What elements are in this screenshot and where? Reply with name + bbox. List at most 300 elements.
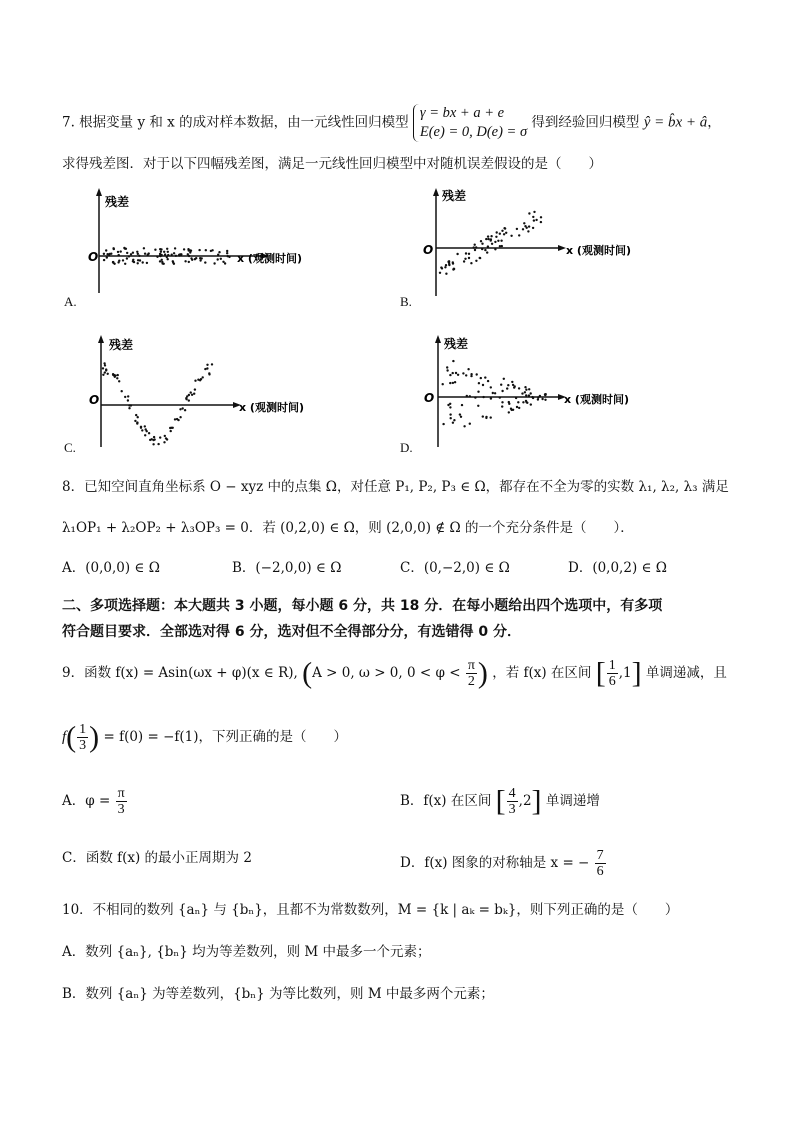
plot-d-point [470, 375, 472, 377]
plot-c-point [191, 394, 193, 396]
plot-c-point [157, 443, 159, 445]
plot-d-point [525, 394, 527, 396]
q8-option-a: A．(0,0,0) ∈ Ω [62, 560, 160, 576]
q9-interval-frac [607, 658, 618, 689]
plot-d-point [478, 382, 480, 384]
plot-a-point [167, 251, 169, 253]
plot-b-point [490, 235, 492, 237]
q9-pi: π [467, 658, 475, 673]
plot-b-point [453, 268, 455, 270]
plot-a-xlabel: x (观测时间) [237, 252, 302, 265]
plot-a-point [195, 257, 197, 259]
plot-d-point [524, 391, 526, 393]
plot-a-point [132, 259, 134, 261]
plot-a-point [136, 251, 138, 253]
plot-b-point [486, 251, 488, 253]
plot-c-ylabel: 残差 [109, 338, 134, 352]
plot-c-point [117, 374, 119, 376]
plot-d-point [485, 417, 487, 419]
plot-a-point [113, 248, 115, 250]
plot-d-point [460, 416, 462, 418]
q7-eq1: γ = bx + a + e [419, 105, 505, 121]
plot-b-point [522, 228, 524, 230]
plot-c-point [128, 407, 130, 409]
plot-a-point [198, 249, 200, 251]
plot-b-point [540, 221, 542, 223]
plot-a-point [218, 251, 220, 253]
plot-a-point [163, 251, 165, 253]
q9-l2-rest: = f(0) = −f(1)，下列正确的是（ ） [103, 729, 348, 745]
plot-c-point [159, 436, 161, 438]
plot-b-point [448, 264, 450, 266]
plot-c-point [193, 393, 195, 395]
residual-plot-d [420, 335, 650, 450]
plot-c-point [179, 408, 181, 410]
plot-c-point [127, 399, 129, 401]
plot-d-point [462, 372, 464, 374]
plot-a-point [187, 253, 189, 255]
q9-two: 2 [467, 674, 475, 689]
plot-b-point [494, 248, 496, 250]
q7-eq2: E(e) = 0, D(e) = σ [419, 124, 528, 140]
plot-a-point [137, 253, 139, 255]
q9-option-c: C．函数 f(x) 的最小正周期为 2 [62, 850, 252, 866]
plot-b-point [485, 238, 487, 240]
plot-b-point [510, 235, 512, 237]
plot-a-point [118, 254, 120, 256]
plot-d-point [490, 416, 492, 418]
plot-a-point [109, 253, 111, 255]
plot-d-point [449, 374, 451, 376]
plot-b-ylabel: 残差 [442, 189, 467, 203]
plot-a-point [222, 261, 224, 263]
plot-d-point [501, 401, 503, 403]
plot-c-point [194, 388, 196, 390]
plot-b-point [470, 262, 472, 264]
plot-a-point [180, 253, 182, 255]
plot-b-point [527, 230, 529, 232]
plot-a-point [120, 250, 122, 252]
plot-c-point [107, 373, 109, 375]
plot-d-point [528, 394, 530, 396]
q8-line1: 8．已知空间直角坐标系 O − xyz 中的点集 Ω，对任意 P₁, P₂, P₃ ∈ Ω，都存在不全为零的实数 λ₁, λ₂, λ₃ 满足 [62, 479, 729, 495]
plot-a-point [220, 258, 222, 260]
plot-c-point [194, 380, 196, 382]
plot-a-point [156, 256, 158, 258]
plot-d-point [506, 387, 508, 389]
plot-d-label: D. [400, 440, 413, 455]
plot-b-point [503, 227, 505, 229]
plot-d-point [528, 388, 530, 390]
plot-d-point [544, 399, 546, 401]
plot-c-point [105, 369, 107, 371]
q9-l2-num: 1 [79, 722, 87, 737]
plot-c-xlabel: x (观测时间) [239, 401, 304, 414]
plot-a-point [143, 247, 145, 249]
plot-a-point [161, 259, 163, 261]
plot-a-point [137, 259, 139, 261]
plot-a-point [217, 258, 219, 260]
plot-c-point [177, 419, 179, 421]
plot-b-point [484, 249, 486, 251]
plot-a-point [167, 258, 169, 260]
q9-opt-a-num: π [117, 786, 125, 801]
plot-b-point [503, 233, 505, 235]
plot-d-ylabel: 残差 [444, 337, 469, 351]
plot-a-point [205, 249, 207, 251]
plot-b-point [487, 238, 489, 240]
plot-b-xlabel: x (观测时间) [566, 244, 631, 257]
plot-c-point [164, 435, 166, 437]
plot-d-point [452, 422, 454, 424]
plot-d-point [530, 403, 532, 405]
plot-b-point [535, 219, 537, 221]
plot-c-point [130, 404, 132, 406]
q10-option-a: A．数列 {aₙ}, {bₙ} 均为等差数列，则 M 中最多一个元素； [62, 944, 431, 960]
plot-b-point [463, 260, 465, 262]
q7-tail: ， [707, 114, 721, 131]
plot-d-point [457, 374, 459, 376]
plot-d-point [449, 413, 451, 415]
plot-d-point [522, 401, 524, 403]
plot-a-point [132, 252, 134, 254]
plot-a-point [171, 254, 173, 256]
plot-d-point [467, 368, 469, 370]
plot-a-point [112, 261, 114, 263]
q10-option-b: B．数列 {aₙ} 为等差数列，{bₙ} 为等比数列，则 M 中最多两个元素； [62, 986, 494, 1002]
plot-b-origin: O [423, 243, 434, 257]
plot-d-point [453, 419, 455, 421]
plot-a-point [166, 248, 168, 250]
plot-b-point [532, 216, 534, 218]
plot-c-point [104, 364, 106, 366]
plot-b-point [540, 216, 542, 218]
q9-opt-d-pre: D．f(x) 图象的对称轴是 x = − [400, 855, 590, 871]
plot-d-point [521, 392, 523, 394]
plot-b-point [474, 244, 476, 246]
plot-c-point [144, 434, 146, 436]
q9-i1-num: 1 [608, 658, 616, 673]
plot-d-point [494, 392, 496, 394]
plot-b-point [475, 246, 477, 248]
plot-a-point [117, 251, 119, 253]
plot-b-point [528, 212, 530, 214]
plot-d-point [531, 396, 533, 398]
plot-d-point [487, 380, 489, 382]
q9-tail: 单调递减，且 [645, 665, 727, 681]
plot-c-point [135, 414, 137, 416]
plot-a-point [174, 247, 176, 249]
residual-plot-c [85, 335, 315, 450]
q7-model-system [413, 104, 527, 142]
plot-a-point [160, 251, 162, 253]
plot-a-point [226, 252, 228, 254]
plot-b-point [528, 225, 530, 227]
q9-opt-a-frac [116, 786, 127, 817]
q7-mid: 得到经验回归模型 [531, 114, 640, 131]
plot-a-point [210, 250, 212, 252]
plot-a-point [106, 253, 108, 255]
q9-l2-den: 3 [79, 738, 87, 753]
plot-d-point [492, 392, 494, 394]
q8-line2: λ₁OP₁ + λ₂OP₂ + λ₃OP₃ = 0．若 (0,2,0) ∈ Ω，则 (2,0,0) ∉ Ω 的一个充分条件是（ ）． [62, 520, 634, 536]
plot-b-point [445, 264, 447, 266]
plot-d-point [446, 369, 448, 371]
plot-d-point [447, 404, 449, 406]
plot-a-point [163, 263, 165, 265]
plot-d-point [490, 397, 492, 399]
plot-a-point [117, 261, 119, 263]
plot-a-point [164, 253, 166, 255]
plot-a-point [227, 255, 229, 257]
q8-option-d: D．(0,0,2) ∈ Ω [568, 560, 667, 576]
plot-c-point [104, 371, 106, 373]
plot-d-point [517, 401, 519, 403]
plot-d-point [461, 404, 463, 406]
plot-b-point [468, 257, 470, 259]
plot-d-points [442, 360, 547, 428]
plot-c-point [121, 390, 123, 392]
plot-b-point [494, 241, 496, 243]
plot-d-point [459, 413, 461, 415]
plot-b-point [533, 219, 535, 221]
plot-d-point [466, 395, 468, 397]
q7-empirical-model: ŷ = b̂x + â [643, 114, 708, 131]
plot-a-point [191, 259, 193, 261]
q9-pi-over-2 [466, 658, 477, 689]
q9-opt-d-den: 6 [596, 864, 604, 879]
plot-b-point [487, 235, 489, 237]
q9-opt-b-pre: B．f(x) 在区间 [400, 793, 492, 809]
plot-b-point [480, 240, 482, 242]
plot-c-point [152, 443, 154, 445]
plot-c-point [127, 395, 129, 397]
plot-b-point [456, 253, 458, 255]
q9-opt-b-frac [507, 786, 518, 817]
plot-c-point [149, 439, 151, 441]
plot-a-point [188, 249, 190, 251]
plot-a-ylabel: 残差 [105, 195, 130, 209]
plot-b-point [475, 260, 477, 262]
plot-b-point [501, 230, 503, 232]
plot-d-point [469, 423, 471, 425]
plot-c-point [172, 427, 174, 429]
plot-b-point [496, 231, 498, 233]
plot-a-point [213, 262, 215, 264]
plot-a-point [159, 253, 161, 255]
plot-a-point [166, 256, 168, 258]
plot-d-point [500, 384, 502, 386]
plot-a-point [173, 252, 175, 254]
plot-d-point [525, 389, 527, 391]
q9-i1-den: 6 [608, 674, 616, 689]
plot-c-point [206, 367, 208, 369]
plot-d-point [480, 377, 482, 379]
plot-a-point [126, 252, 128, 254]
plot-b-point [444, 266, 446, 268]
plot-a-point [146, 262, 148, 264]
plot-c-point [137, 416, 139, 418]
plot-c-origin: O [89, 393, 100, 407]
plot-a-point [123, 247, 125, 249]
plot-a-point [154, 249, 156, 251]
plot-c-point [179, 416, 181, 418]
q9-opt-d-frac [595, 848, 606, 879]
plot-b-point [518, 234, 520, 236]
q7-lead: 7. 根据变量 y 和 x 的成对样本数据，由一元线性回归模型 [62, 114, 409, 131]
plot-d-point [452, 382, 454, 384]
plot-d-point [455, 372, 457, 374]
plot-d-point [499, 396, 501, 398]
plot-c-point [103, 362, 105, 364]
plot-d-point [539, 395, 541, 397]
plot-c-point [118, 380, 120, 382]
plot-d-point [446, 366, 448, 368]
plot-c-point [185, 398, 187, 400]
q9-interval-right: ,1 [618, 665, 632, 681]
plot-c-point [134, 420, 136, 422]
plot-a-point [137, 262, 139, 264]
plot-d-point [518, 407, 520, 409]
plot-c-point [141, 429, 143, 431]
plot-a-origin: O [88, 250, 99, 264]
q9-opt-b-num: 4 [508, 786, 516, 801]
q8-option-b: B．(−2,0,0) ∈ Ω [232, 560, 342, 576]
plot-a-point [199, 259, 201, 261]
plot-b-point [447, 261, 449, 263]
plot-d-point [454, 381, 456, 383]
plot-d-point [541, 398, 543, 400]
plot-d-point [537, 398, 539, 400]
plot-c-point [188, 399, 190, 401]
plot-b-point [495, 236, 497, 238]
plot-b-label: B. [400, 294, 412, 309]
plot-d-point [450, 417, 452, 419]
q9-option-d [400, 848, 607, 879]
plot-c-point [102, 374, 104, 376]
plot-c-point [124, 396, 126, 398]
plot-a-point [138, 255, 140, 257]
plot-c-point [208, 373, 210, 375]
plot-b-point [473, 246, 475, 248]
plot-a-point [199, 257, 201, 259]
plot-d-point [477, 405, 479, 407]
plot-c-point [116, 377, 118, 379]
plot-d-point [449, 382, 451, 384]
plot-b-point [499, 245, 501, 247]
plot-d-point [476, 373, 478, 375]
plot-c-point [174, 418, 176, 420]
plot-a-point [159, 248, 161, 250]
residual-plot-b [420, 188, 650, 300]
section2-line1: 二、多项选择题：本大题共 3 小题，每小题 6 分，共 18 分．在每小题给出四个选项中，有多项 [62, 598, 663, 614]
plot-d-point [514, 385, 516, 387]
plot-c-point [136, 422, 138, 424]
plot-c-point [169, 427, 171, 429]
plot-a-point [105, 249, 107, 251]
plot-c-label: C. [64, 440, 76, 455]
plot-b-point [523, 222, 525, 224]
plot-b-point [479, 257, 481, 259]
plot-c-point [112, 374, 114, 376]
q9-option-b: B．f(x) 在区间 [ $\frac{4}{3}$ ,2] 单调递增 [400, 784, 600, 818]
plot-d-xlabel: x (观测时间) [564, 393, 629, 406]
plot-a-point [128, 255, 130, 257]
q9-line1: 9．函数 f(x) = Asin(ωx + φ)(x ∈ R), (A > 0, ω > 0, 0 < φ < $\frac{\pi}{2}$ ) ，若 f(x) 在区间 [ $\frac{1}{6}$ ,1] 单调递减，且 [62, 656, 727, 690]
plot-d-point [463, 425, 465, 427]
plot-a-point [122, 259, 124, 261]
plot-d-point [474, 396, 476, 398]
plot-d-point [501, 405, 503, 407]
plot-b-point [532, 227, 534, 229]
plot-d-point [512, 409, 514, 411]
plot-a-point [190, 250, 192, 252]
plot-a-point [217, 254, 219, 256]
plot-b-point [524, 225, 526, 227]
plot-a-point [167, 254, 169, 256]
plot-c-point [202, 376, 204, 378]
q7-line1 [62, 104, 721, 142]
q9-conditions: A > 0, ω > 0, 0 < φ < [312, 665, 461, 681]
plot-d-point [508, 411, 510, 413]
q9-opt-b-den: 3 [508, 802, 516, 817]
plot-d-point [469, 395, 471, 397]
plot-d-point [518, 387, 520, 389]
plot-d-point [442, 423, 444, 425]
plot-b-point [516, 228, 518, 230]
plot-d-point [530, 392, 532, 394]
plot-c-point [199, 379, 201, 381]
plot-b-point [497, 240, 499, 242]
q9-option-a [62, 786, 128, 817]
plot-b-point [490, 239, 492, 241]
plot-c-point [153, 436, 155, 438]
plot-d-point [511, 381, 513, 383]
plot-d-point [510, 408, 512, 410]
residual-plot-a [85, 188, 315, 298]
plot-d-point [490, 386, 492, 388]
plot-d-point [477, 391, 479, 393]
plot-b-point [440, 266, 442, 268]
plot-d-point [484, 376, 486, 378]
plot-a-point [144, 253, 146, 255]
plot-d-point [507, 384, 509, 386]
plot-d-point [516, 406, 518, 408]
plot-c-point [211, 363, 213, 365]
plot-d-point [442, 383, 444, 385]
plot-b-point [474, 249, 476, 251]
plot-b-points [439, 211, 542, 275]
plot-b-point [533, 211, 535, 213]
plot-a-point [130, 253, 132, 255]
q9-lead: 9．函数 f(x) = Asin(ωx + φ)(x ∈ R), [62, 665, 298, 681]
q9-opt-a-pre: A．φ = [62, 793, 111, 809]
plot-a-point [147, 254, 149, 256]
plot-b-point [487, 245, 489, 247]
section2-line2: 符合题目要求．全部选对得 6 分，选对但不全得部分分，有选错得 0 分． [62, 624, 521, 640]
plot-d-point [465, 374, 467, 376]
plot-a-point [226, 250, 228, 252]
plot-c-point [206, 364, 208, 366]
plot-d-point [525, 400, 527, 402]
plot-b-point [468, 253, 470, 255]
plot-a-point [184, 260, 186, 262]
plot-b-point [439, 272, 441, 274]
plot-c-point [140, 427, 142, 429]
plot-a-point [103, 259, 105, 261]
plot-d-point [482, 384, 484, 386]
q9-opt-b-right: ,2 [518, 793, 532, 809]
